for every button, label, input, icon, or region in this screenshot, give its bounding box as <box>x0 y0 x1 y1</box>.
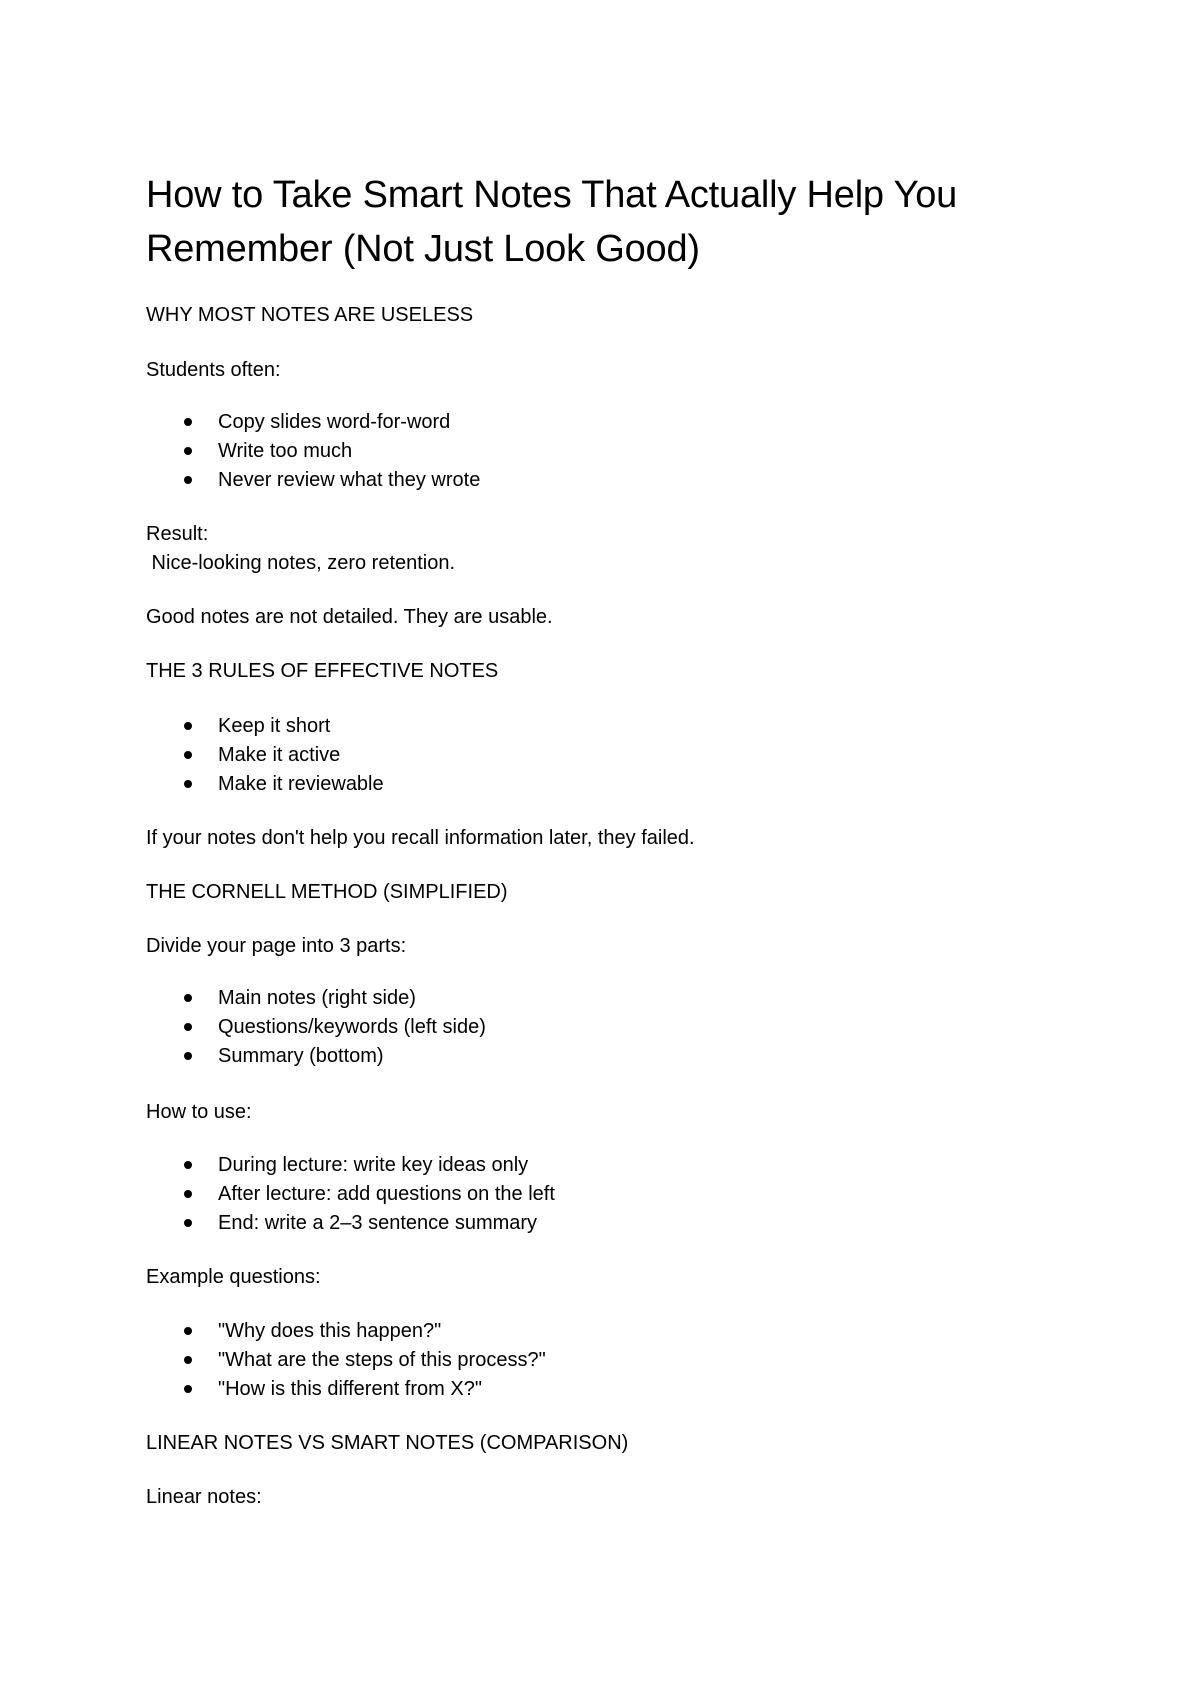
list-item: Copy slides word-for-word <box>218 411 451 433</box>
failed-notes-text: If your notes don't help you recall information later, they failed. <box>146 827 695 849</box>
students-often-text: Students often: <box>146 359 281 381</box>
bullet-icon <box>184 1219 192 1227</box>
bullet-icon <box>184 1161 192 1169</box>
result-text: Nice-looking notes, zero retention. <box>146 552 456 574</box>
bullet-icon <box>184 994 192 1002</box>
bullet-icon <box>184 1327 192 1335</box>
how-to-use-label: How to use: <box>146 1101 252 1123</box>
list-item: Write too much <box>218 440 353 462</box>
list-item: Keep it short <box>218 715 331 737</box>
list-item: Summary (bottom) <box>218 1045 384 1067</box>
section-heading-linear-vs-smart: LINEAR NOTES VS SMART NOTES (COMPARISON) <box>146 1432 629 1454</box>
bullet-icon <box>184 722 192 730</box>
divide-page-text: Divide your page into 3 parts: <box>146 935 407 957</box>
document-title: How to Take Smart Notes That Actually Help You Remember (Not Just Look Good) <box>146 174 958 270</box>
list-item: "How is this different from X?" <box>218 1378 482 1400</box>
section-heading-why-notes-useless: WHY MOST NOTES ARE USELESS <box>146 304 474 326</box>
list-item: End: write a 2–3 sentence summary <box>218 1212 538 1234</box>
list-item: Never review what they wrote <box>218 469 481 491</box>
bullet-icon <box>184 1385 192 1393</box>
bullet-icon <box>184 447 192 455</box>
bullet-icon <box>184 1190 192 1198</box>
section-heading-cornell-method: THE CORNELL METHOD (SIMPLIFIED) <box>146 881 508 903</box>
list-item: Questions/keywords (left side) <box>218 1016 486 1038</box>
linear-notes-label: Linear notes: <box>146 1486 262 1508</box>
list-item: Main notes (right side) <box>218 987 416 1009</box>
list-item: Make it active <box>218 744 341 766</box>
bullet-icon <box>184 1356 192 1364</box>
example-questions-label: Example questions: <box>146 1266 321 1288</box>
bullet-icon <box>184 780 192 788</box>
bullet-icon <box>184 1052 192 1060</box>
list-item: Make it reviewable <box>218 773 384 795</box>
bullet-icon <box>184 1023 192 1031</box>
bullet-icon <box>184 476 192 484</box>
list-item: After lecture: add questions on the left <box>218 1183 555 1205</box>
section-heading-three-rules: THE 3 RULES OF EFFECTIVE NOTES <box>146 660 499 682</box>
list-item: During lecture: write key ideas only <box>218 1154 529 1176</box>
list-item: "Why does this happen?" <box>218 1320 442 1342</box>
list-item: "What are the steps of this process?" <box>218 1349 546 1371</box>
bullet-icon <box>184 418 192 426</box>
good-notes-text: Good notes are not detailed. They are usable. <box>146 606 553 628</box>
result-label: Result: <box>146 523 209 545</box>
bullet-icon <box>184 751 192 759</box>
